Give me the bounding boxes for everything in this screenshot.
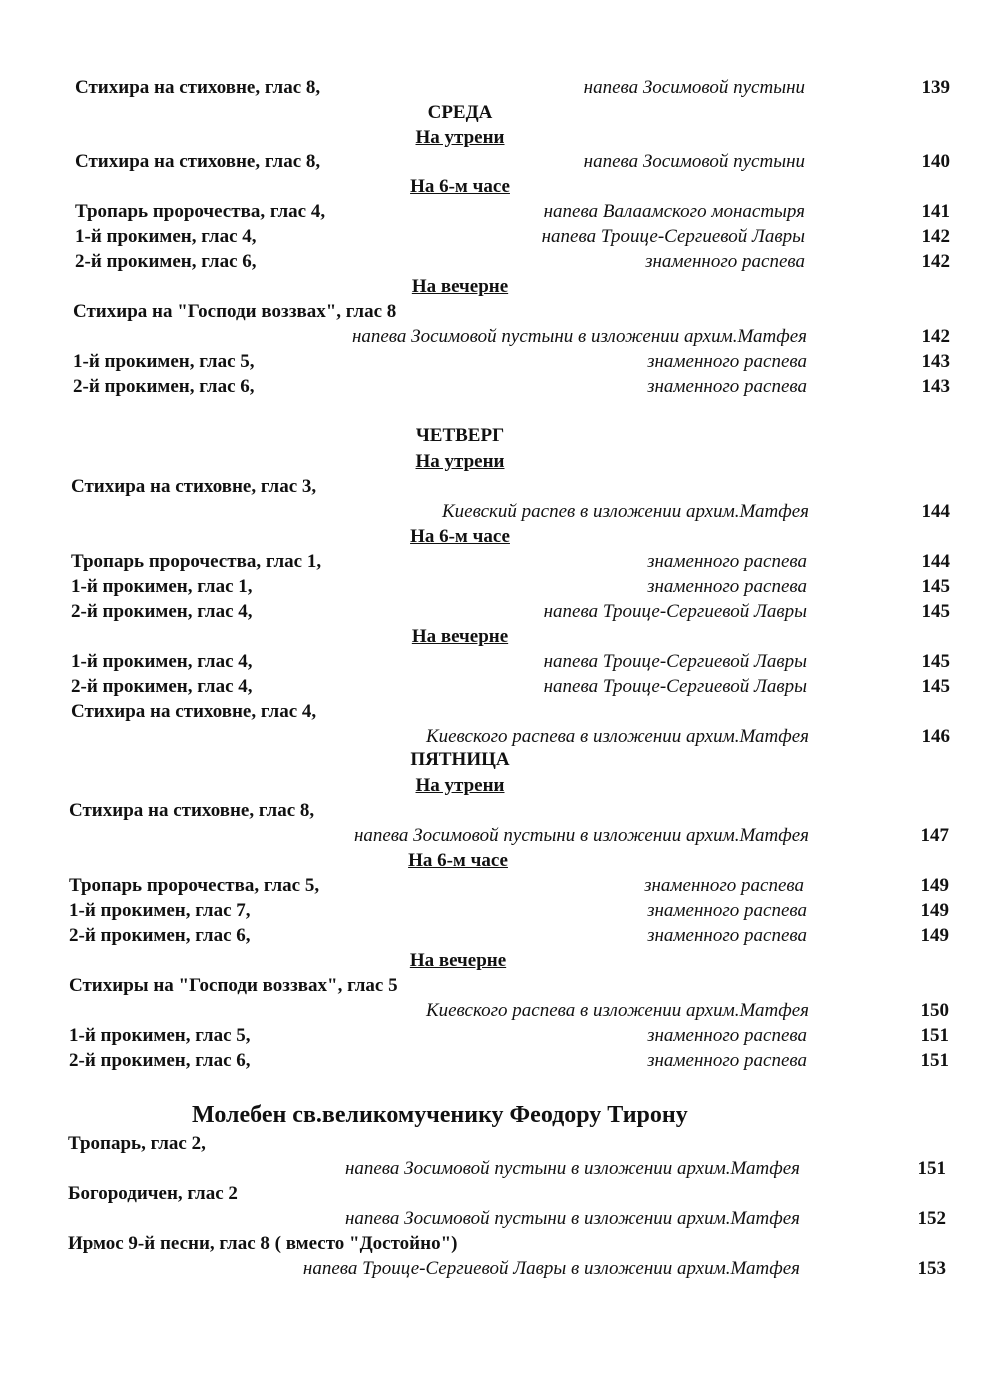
entry-chant: знаменного распева (647, 1025, 807, 1046)
entry-page-number: 146 (921, 726, 950, 747)
entry-title: Стихира на стиховне, глас 8, (75, 77, 321, 98)
entry-title: Стихира на стиховне, глас 8, (69, 800, 315, 821)
entry-chant: напева Зосимовой пустыни в изложении архим.Матфея (351, 326, 807, 347)
list-item (68, 1206, 948, 1231)
entry-page-number: 142 (921, 251, 950, 272)
entry-chant: Киевского распева в изложении архим.Матфея (425, 1000, 809, 1021)
entry-chant: знаменного распева (647, 576, 807, 597)
list-item (69, 1023, 952, 1048)
list-item (73, 299, 955, 324)
list-item (68, 1181, 948, 1206)
entry-page-number: 145 (921, 601, 950, 622)
entry-page-number: 142 (921, 226, 950, 247)
list-item (68, 1131, 948, 1156)
entry-chant: напева Троице-Сергиевой Лавры (541, 226, 805, 247)
entry-chant: напева Зосимовой пустыни (583, 151, 805, 172)
subsection-title-vespers: На вечерне (411, 276, 509, 297)
subsection-title-sixth-hour: На 6-м часе (410, 176, 510, 197)
entry-title: Стихира на "Господи воззвах", глас 8 (73, 301, 397, 322)
list-item (73, 324, 955, 349)
entry-page-number: 151 (920, 1025, 949, 1046)
entry-title: 1-й прокимен, глас 5, (73, 351, 255, 372)
entry-chant: Киевского распева в изложении архим.Матфея (425, 726, 809, 747)
list-item (73, 349, 955, 374)
entry-title: Ирмос 9-й песни, глас 8 ( вместо "Достойно") (68, 1233, 458, 1254)
entry-page-number: 151 (920, 1050, 949, 1071)
entry-title: 2-й прокимен, глас 6, (73, 376, 255, 397)
list-item (69, 973, 952, 998)
entry-page-number: 153 (917, 1258, 946, 1279)
entry-chant: напева Зосимовой пустыни в изложении архим.Матфея (344, 1158, 800, 1179)
entry-page-number: 149 (920, 925, 949, 946)
entry-chant: Киевский распев в изложении архим.Матфея (442, 501, 809, 522)
entry-page-number: 149 (920, 900, 949, 921)
entry-page-number: 141 (921, 201, 950, 222)
entry-title: 1-й прокимен, глас 4, (75, 226, 257, 247)
list-item (75, 149, 955, 174)
list-item (75, 249, 955, 274)
entry-title: Стихиры на "Господи воззвах", глас 5 (69, 975, 398, 996)
list-item (68, 1156, 948, 1181)
section-title-friday: ПЯТНИЦА (410, 749, 510, 770)
entry-page-number: 150 (920, 1000, 949, 1021)
entry-title: Стихира на стиховне, глас 4, (71, 701, 317, 722)
list-item (69, 823, 952, 848)
entry-title: Тропарь пророчества, глас 5, (69, 875, 320, 896)
entry-chant: знаменного распева (647, 376, 807, 397)
entry-title: 1-й прокимен, глас 7, (69, 900, 251, 921)
subsection-title-vespers: На вечерне (411, 626, 509, 647)
list-item (69, 898, 952, 923)
list-item (71, 574, 955, 599)
entry-title: Стихира на стиховне, глас 3, (71, 476, 317, 497)
entry-chant: напева Зосимовой пустыни (583, 77, 805, 98)
subsection-title-sixth-hour: На 6-м часе (410, 526, 510, 547)
entry-page-number: 151 (917, 1158, 946, 1179)
list-item (71, 674, 955, 699)
entry-page-number: 143 (921, 376, 950, 397)
entry-chant: знаменного распева (647, 925, 807, 946)
entry-title: Тропарь пророчества, глас 1, (71, 551, 322, 572)
list-item (73, 374, 955, 399)
entry-chant: напева Зосимовой пустыни в изложении архим.Матфея (353, 825, 809, 846)
entry-chant: знаменного распева (647, 351, 807, 372)
entry-title: 2-й прокимен, глас 6, (69, 1050, 251, 1071)
entry-page-number: 152 (917, 1208, 946, 1229)
list-item (68, 1256, 948, 1281)
subsection-title-sixth-hour: На 6-м часе (408, 850, 508, 871)
list-item (71, 724, 955, 749)
entry-page-number: 143 (921, 351, 950, 372)
subsection-title-matins: На утрени (415, 451, 505, 472)
list-item (68, 1231, 948, 1256)
entry-title: 1-й прокимен, глас 1, (71, 576, 253, 597)
list-item (71, 549, 955, 574)
entry-chant: знаменного распева (647, 1050, 807, 1071)
entry-title: Тропарь, глас 2, (68, 1133, 206, 1154)
moleben-title: Молебен св.великомученику Феодору Тирону (192, 1102, 688, 1128)
entry-title: 1-й прокимен, глас 5, (69, 1025, 251, 1046)
section-title-thursday: ЧЕТВЕРГ (415, 425, 505, 446)
entry-title: 2-й прокимен, глас 4, (71, 676, 253, 697)
entry-chant: напева Троице-Сергиевой Лавры (543, 676, 807, 697)
list-item (69, 873, 952, 898)
entry-chant: напева Троице-Сергиевой Лавры в изложении архим.Матфея (302, 1258, 800, 1279)
list-item (71, 499, 955, 524)
entry-page-number: 144 (921, 501, 950, 522)
entry-chant: знаменного распева (647, 551, 807, 572)
subsection-title-matins: На утрени (415, 127, 505, 148)
entry-chant: напева Зосимовой пустыни в изложении архим.Матфея (344, 1208, 800, 1229)
section-title-wednesday: СРЕДА (427, 102, 493, 123)
list-item (71, 649, 955, 674)
entry-title: 2-й прокимен, глас 6, (75, 251, 257, 272)
entry-page-number: 144 (921, 551, 950, 572)
list-item (69, 1048, 952, 1073)
entry-page-number: 139 (921, 77, 950, 98)
subsection-title-vespers: На вечерне (409, 950, 507, 971)
entry-page-number: 145 (921, 676, 950, 697)
list-item (71, 699, 955, 724)
list-item (75, 224, 955, 249)
entry-page-number: 145 (921, 576, 950, 597)
list-item (69, 923, 952, 948)
list-item (71, 474, 955, 499)
entry-chant: напева Валаамского монастыря (543, 201, 805, 222)
entry-chant: знаменного распева (644, 875, 804, 896)
entry-chant: напева Троице-Сергиевой Лавры (543, 651, 807, 672)
entry-page-number: 140 (921, 151, 950, 172)
entry-title: 2-й прокимен, глас 6, (69, 925, 251, 946)
entry-title: Богородичен, глас 2 (68, 1183, 238, 1204)
list-item (69, 798, 952, 823)
entry-title: Тропарь пророчества, глас 4, (75, 201, 326, 222)
entry-chant: напева Троице-Сергиевой Лавры (543, 601, 807, 622)
entry-page-number: 145 (921, 651, 950, 672)
entry-chant: знаменного распева (647, 900, 807, 921)
entry-title: 2-й прокимен, глас 4, (71, 601, 253, 622)
list-item (75, 75, 955, 100)
list-item (71, 599, 955, 624)
subsection-title-matins: На утрени (415, 775, 505, 796)
list-item (75, 199, 955, 224)
entry-title: Стихира на стиховне, глас 8, (75, 151, 321, 172)
list-item (69, 998, 952, 1023)
entry-page-number: 142 (921, 326, 950, 347)
entry-title: 1-й прокимен, глас 4, (71, 651, 253, 672)
entry-chant: знаменного распева (645, 251, 805, 272)
entry-page-number: 149 (920, 875, 949, 896)
entry-page-number: 147 (920, 825, 949, 846)
